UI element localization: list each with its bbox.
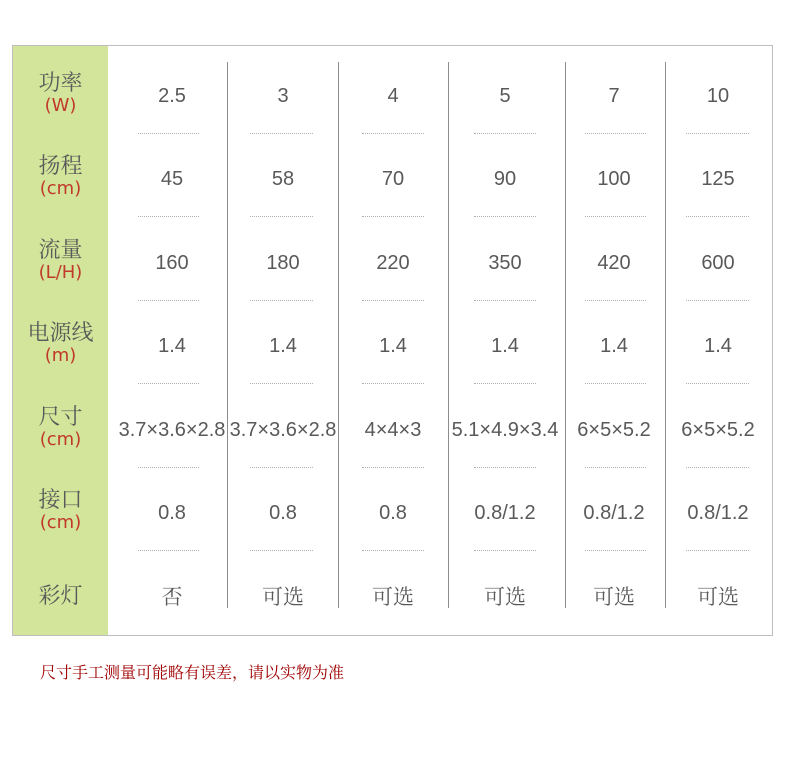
- footnote-text: 尺寸手工测量可能略有误差，请以实物为准: [40, 663, 345, 682]
- row-separator: [474, 133, 536, 134]
- table-cell: 58: [271, 168, 295, 190]
- table-cell: 600: [701, 252, 735, 274]
- row-separator: [474, 467, 536, 468]
- row-separator: [362, 383, 424, 384]
- row-label-name: 尺寸: [38, 405, 83, 430]
- row-label-name: 接口: [38, 488, 83, 513]
- row-separator: [362, 550, 424, 551]
- row-separator: [686, 383, 749, 384]
- table-cell: 45: [160, 168, 184, 190]
- row-separator: [585, 216, 646, 217]
- row-label-name: 流量: [38, 238, 83, 263]
- table-cell: 3: [277, 85, 289, 107]
- row-separator: [474, 383, 536, 384]
- row-label-unit: (m): [44, 345, 77, 367]
- table-cell: 1.4: [600, 335, 628, 357]
- table-cell: 否: [161, 585, 183, 609]
- row-separator: [585, 550, 646, 551]
- row-label-name: 扬程: [38, 154, 83, 179]
- table-cell: 5: [499, 85, 511, 107]
- column-divider: [565, 62, 566, 608]
- row-label-unit: (cm): [39, 178, 82, 200]
- table-cell: 70: [381, 168, 405, 190]
- row-label: [13, 584, 108, 609]
- row-label-unit: (cm): [39, 512, 82, 534]
- table-cell: 3.7×3.6×2.8: [118, 419, 226, 441]
- spec-table: [12, 45, 773, 636]
- row-separator: [474, 216, 536, 217]
- row-separator: [138, 133, 199, 134]
- table-cell: 90: [493, 168, 517, 190]
- table-cell: 1.4: [269, 335, 297, 357]
- table-cell: 1.4: [491, 335, 519, 357]
- row-separator: [686, 550, 749, 551]
- table-cell: 6×5×5.2: [577, 419, 651, 441]
- row-separator: [474, 300, 536, 301]
- row-label-name: 功率: [38, 71, 83, 96]
- table-cell: 100: [597, 168, 631, 190]
- row-separator: [138, 467, 199, 468]
- row-separator: [138, 216, 199, 217]
- row-separator: [585, 133, 646, 134]
- table-cell: 0.8/1.2: [474, 502, 536, 524]
- table-cell: 180: [266, 252, 300, 274]
- row-separator: [585, 383, 646, 384]
- table-cell: 7: [608, 85, 620, 107]
- table-cell: 125: [701, 168, 735, 190]
- row-separator: [362, 216, 424, 217]
- table-cell: 420: [597, 252, 631, 274]
- table-cell: 0.8/1.2: [687, 502, 749, 524]
- row-label: [13, 238, 108, 284]
- row-separator: [250, 383, 313, 384]
- row-separator: [686, 467, 749, 468]
- table-cell: 220: [376, 252, 410, 274]
- table-cell: 0.8: [158, 502, 186, 524]
- table-cell: 0.8: [269, 502, 297, 524]
- table-cell: 2.5: [158, 85, 186, 107]
- row-separator: [362, 300, 424, 301]
- row-label-name: 彩灯: [38, 584, 83, 609]
- row-separator: [250, 216, 313, 217]
- table-cell: 4×4×3: [364, 419, 422, 441]
- table-cell: 1.4: [379, 335, 407, 357]
- column-divider: [338, 62, 339, 608]
- row-label-name: 电源线: [27, 321, 94, 346]
- row-label: [13, 488, 108, 534]
- table-cell: 0.8/1.2: [583, 502, 645, 524]
- row-separator: [585, 467, 646, 468]
- row-label: [13, 405, 108, 451]
- row-separator: [250, 300, 313, 301]
- table-cell: 6×5×5.2: [681, 419, 755, 441]
- table-cell: 可选: [697, 585, 739, 609]
- row-separator: [686, 300, 749, 301]
- table-cell: 10: [706, 85, 730, 107]
- column-divider: [227, 62, 228, 608]
- row-label-unit: (cm): [39, 429, 82, 451]
- table-cell: 可选: [484, 585, 526, 609]
- row-separator: [474, 550, 536, 551]
- row-separator: [250, 467, 313, 468]
- row-separator: [138, 300, 199, 301]
- table-cell: 0.8: [379, 502, 407, 524]
- row-separator: [686, 216, 749, 217]
- column-divider: [448, 62, 449, 608]
- column-divider: [665, 62, 666, 608]
- row-separator: [138, 383, 199, 384]
- table-cell: 350: [488, 252, 522, 274]
- row-label-unit: (L/H): [38, 262, 83, 284]
- row-separator: [585, 300, 646, 301]
- row-separator: [250, 133, 313, 134]
- row-label: [13, 321, 108, 367]
- table-cell: 1.4: [158, 335, 186, 357]
- table-cell: 可选: [593, 585, 635, 609]
- table-cell: 160: [155, 252, 189, 274]
- table-cell: 可选: [262, 585, 304, 609]
- table-cell: 3.7×3.6×2.8: [229, 419, 337, 441]
- row-label: [13, 154, 108, 200]
- row-label: [13, 71, 108, 117]
- table-cell: 可选: [372, 585, 414, 609]
- table-cell: 1.4: [704, 335, 732, 357]
- table-cell: 5.1×4.9×3.4: [451, 419, 559, 441]
- row-separator: [686, 133, 749, 134]
- row-label-unit: (W): [44, 95, 77, 117]
- row-separator: [138, 550, 199, 551]
- row-separator: [250, 550, 313, 551]
- row-separator: [362, 133, 424, 134]
- row-separator: [362, 467, 424, 468]
- table-cell: 4: [387, 85, 399, 107]
